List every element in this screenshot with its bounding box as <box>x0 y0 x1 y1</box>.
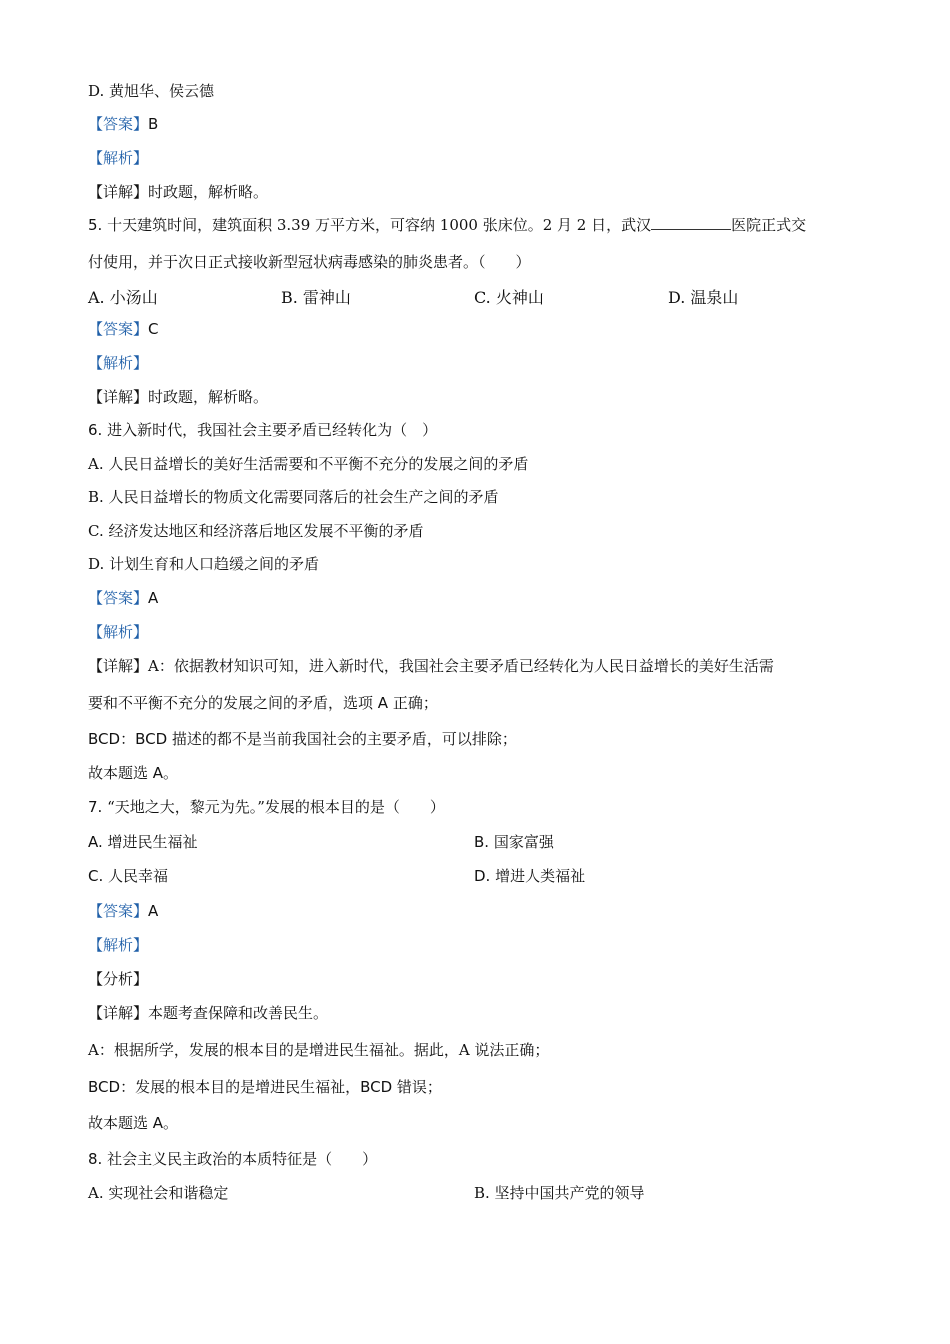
q5-stem-line2: 付使用，并于次日正式接收新型冠状病毒感染的肺炎患者。（ ） <box>88 253 531 271</box>
q6-option-a: A. 人民日益增长的美好生活需要和不平衡不充分的发展之间的矛盾 <box>88 455 529 473</box>
q4-detail: 【详解】时政题，解析略。 <box>88 183 269 201</box>
q4-answer <box>88 113 158 135</box>
q5-analysis-tag: 【解析】 <box>88 354 149 372</box>
q5-option-d: D. 温泉山 <box>668 288 739 307</box>
q7-option-c: C. 人民幸福 <box>88 867 169 885</box>
q4-analysis-tag: 【解析】 <box>88 149 149 167</box>
q5-option-c: C. 火神山 <box>474 288 544 307</box>
q6-detail-line1: 【详解】A：依据教材知识可知，进入新时代，我国社会主要矛盾已经转化为人民日益增长的美好生活需 <box>88 657 774 675</box>
q7-fenxi-tag: 【分析】 <box>88 970 149 988</box>
q7-detail-line1: A：根据所学，发展的根本目的是增进民生福祉。据此，A 说法正确； <box>88 1041 550 1059</box>
q7-detail-line3: 故本题选 A。 <box>88 1114 179 1132</box>
q6-stem: 6. 进入新时代，我国社会主要矛盾已经转化为（ ） <box>88 421 438 439</box>
q6-answer: 【答案】A <box>88 589 159 607</box>
q7-option-b: B. 国家富强 <box>474 833 554 851</box>
q7-option-a: A. 增进民生福祉 <box>88 833 198 851</box>
q6-detail-line3: BCD：BCD 描述的都不是当前我国社会的主要矛盾，可以排除； <box>88 730 517 748</box>
q7-answer: 【答案】A <box>88 902 159 920</box>
q7-option-d: D. 增进人类福祉 <box>474 867 586 885</box>
q8-option-a: A. 实现社会和谐稳定 <box>88 1184 229 1202</box>
q5-answer: 【答案】C <box>88 320 159 338</box>
q6-option-b: B. 人民日益增长的物质文化需要同落后的社会生产之间的矛盾 <box>88 488 499 506</box>
q5-option-a: A. 小汤山 <box>88 288 158 307</box>
answer-value: B <box>148 115 159 133</box>
q6-detail-line4: 故本题选 A。 <box>88 764 179 782</box>
q5-stem-line1: 5. 十天建筑时间，建筑面积 3.39 万平方米，可容纳 1000 张床位。2 月 2 日，武汉 医院正式交 <box>88 216 807 234</box>
fill-blank <box>651 215 731 230</box>
q8-option-b: B. 坚持中国共产党的领导 <box>474 1184 645 1202</box>
q6-analysis-tag: 【解析】 <box>88 623 149 641</box>
q6-option-c: C. 经济发达地区和经济落后地区发展不平衡的矛盾 <box>88 522 424 540</box>
q6-option-d: D. 计划生育和人口趋缓之间的矛盾 <box>88 555 320 573</box>
q5-detail: 【详解】时政题，解析略。 <box>88 388 269 406</box>
q6-detail-line2: 要和不平衡不充分的发展之间的矛盾，选项 A 正确； <box>88 694 438 712</box>
q7-detail: 【详解】本题考查保障和改善民生。 <box>88 1004 329 1022</box>
q4-option-d: D. 黄旭华、侯云德 <box>88 82 215 100</box>
answer-tag: 【答案】 <box>88 115 149 133</box>
q7-stem: 7. “天地之大，黎元为先。”发展的根本目的是（ ） <box>88 798 445 816</box>
q5-option-b: B. 雷神山 <box>281 288 351 307</box>
q8-stem: 8. 社会主义民主政治的本质特征是（ ） <box>88 1150 378 1168</box>
q7-detail-line2: BCD：发展的根本目的是增进民生福祉，BCD 错误； <box>88 1078 442 1096</box>
q7-analysis-tag: 【解析】 <box>88 936 149 954</box>
